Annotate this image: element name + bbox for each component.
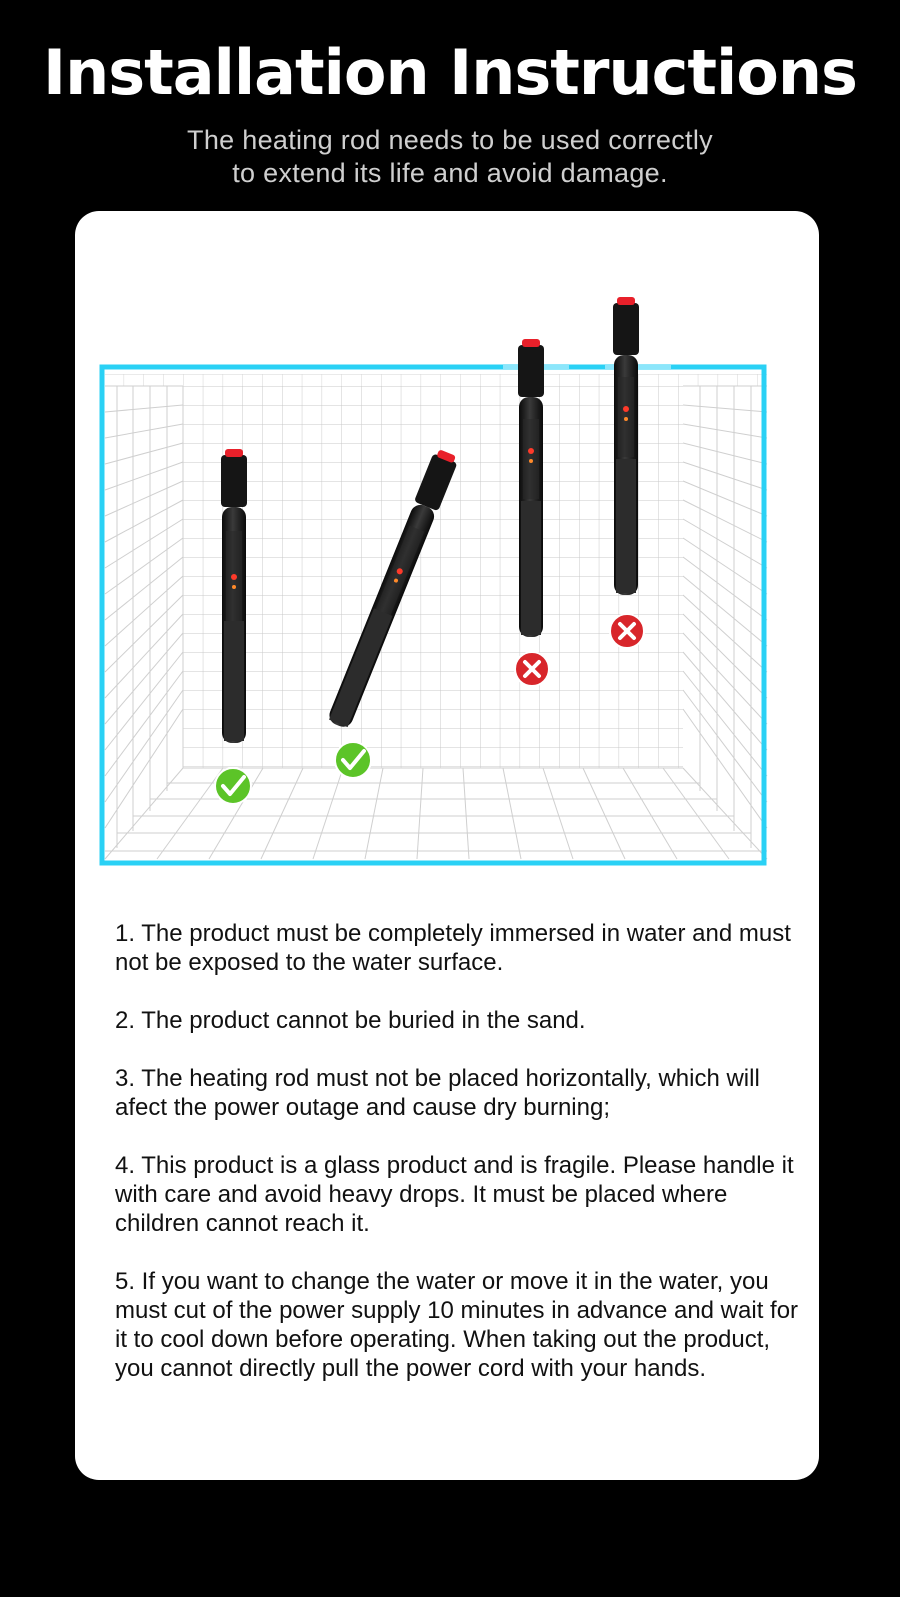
- instruction-item-1: 1. The product must be completely immersed in water and must not be exposed to the water surface.: [115, 920, 791, 976]
- heater-rod-wrong-surface: [518, 339, 544, 637]
- heater-rod-wrong-above: [613, 297, 639, 595]
- check-icon: [335, 742, 371, 778]
- instruction-item-3: 3. The heating rod must not be placed horizontally, which will afect the power outage and cause dry burning;: [115, 1065, 760, 1121]
- tank-right-wall: [683, 386, 767, 848]
- check-icon: [215, 768, 251, 804]
- instruction-item-2: 2. The product cannot be buried in the sand.: [115, 1007, 586, 1034]
- tank-back-wall: [183, 386, 683, 768]
- tank-top-band: [105, 374, 767, 386]
- tank-left-wall: [105, 386, 183, 848]
- instruction-item-5: 5. If you want to change the water or move it in the water, you must cut of the power supply 10 minutes in advance and wait for it to cool down before operating. When taking out the product, you cannot directly pull the power cord with your hands.: [115, 1268, 799, 1382]
- cross-icon: [515, 652, 549, 686]
- page-title: Installation Instructions: [43, 36, 857, 109]
- subtitle-line-2: to extend its life and avoid damage.: [232, 158, 668, 188]
- aquarium-illustration: [75, 211, 819, 891]
- instruction-card: [75, 211, 819, 1480]
- cross-icon: [610, 614, 644, 648]
- heater-rod-correct-vertical: [221, 449, 247, 743]
- page-subtitle: [0, 124, 900, 190]
- instruction-item-4: 4. This product is a glass product and is fragile. Please handle it with care and avoid heavy drops. It must be placed where children cannot reach it.: [115, 1152, 794, 1237]
- tank-floor: [105, 768, 767, 859]
- instruction-list: [115, 919, 805, 1412]
- subtitle-line-1: The heating rod needs to be used correctly: [187, 125, 713, 155]
